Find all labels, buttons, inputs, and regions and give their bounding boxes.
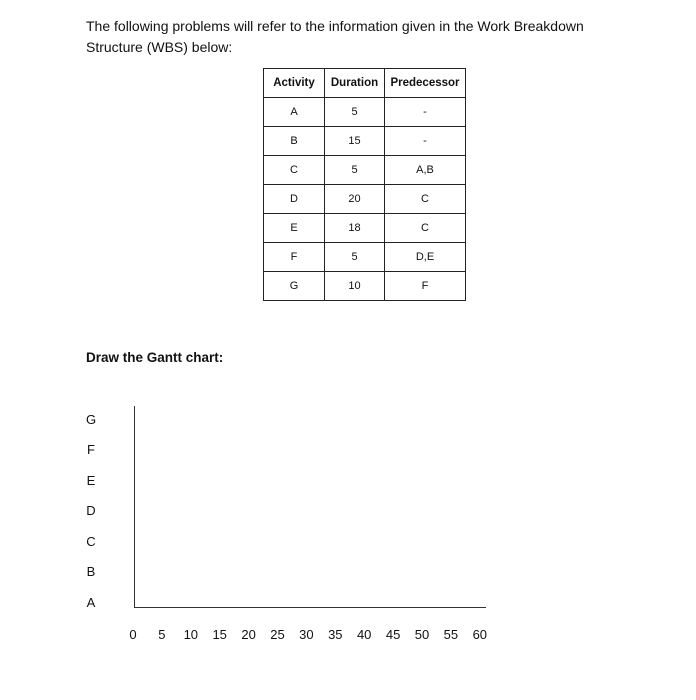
cell-predecessor: - — [385, 127, 466, 156]
gantt-tick-label: 60 — [472, 627, 488, 642]
table-row — [264, 185, 466, 214]
cell-activity: B — [264, 127, 325, 156]
gantt-title: Draw the Gantt chart: — [86, 350, 224, 365]
cell-predecessor: C — [385, 214, 466, 243]
cell-duration: 18 — [325, 214, 385, 243]
cell-activity: G — [264, 272, 325, 301]
gantt-tick-label: 30 — [299, 627, 314, 642]
cell-duration: 15 — [325, 127, 385, 156]
cell-duration: 5 — [325, 156, 385, 185]
cell-predecessor: - — [385, 98, 466, 127]
gantt-row-label: C — [86, 534, 96, 549]
gantt-tick-label: 20 — [241, 627, 256, 642]
table-row — [264, 98, 466, 127]
wbs-header-row — [264, 69, 466, 98]
gantt-row-label: A — [86, 595, 96, 610]
cell-duration: 10 — [325, 272, 385, 301]
header-activity: Activity — [264, 69, 325, 98]
cell-activity: A — [264, 98, 325, 127]
gantt-tick-label: 45 — [385, 627, 401, 642]
cell-activity: F — [264, 243, 325, 272]
header-duration: Duration — [325, 69, 385, 98]
gantt-tick-label: 0 — [129, 627, 137, 642]
gantt-tick-label: 50 — [414, 627, 430, 642]
table-row — [264, 214, 466, 243]
table-row — [264, 156, 466, 185]
header-predecessor: Predecessor — [385, 69, 466, 98]
cell-duration: 20 — [325, 185, 385, 214]
gantt-tick-label: 40 — [356, 627, 372, 642]
cell-activity: D — [264, 185, 325, 214]
cell-predecessor: A,B — [385, 156, 466, 185]
gantt-x-axis — [134, 607, 486, 608]
table-row — [264, 243, 466, 272]
table-row — [264, 127, 466, 156]
gantt-tick-label: 5 — [158, 627, 166, 642]
cell-duration: 5 — [325, 243, 385, 272]
cell-predecessor: F — [385, 272, 466, 301]
gantt-row-label: E — [86, 473, 96, 488]
cell-activity: C — [264, 156, 325, 185]
gantt-tick-label: 35 — [328, 627, 343, 642]
gantt-row-label: B — [86, 564, 96, 579]
intro-text: The following problems will refer to the information given in the Work Breakdown Structure (WBS) below: — [86, 18, 584, 55]
gantt-row-label: D — [86, 503, 96, 518]
gantt-tick-label: 25 — [270, 627, 285, 642]
cell-activity: E — [264, 214, 325, 243]
gantt-row-label: G — [85, 412, 97, 427]
table-row — [264, 272, 466, 301]
cell-predecessor: D,E — [385, 243, 466, 272]
gantt-tick-label: 10 — [183, 627, 199, 642]
cell-predecessor: C — [385, 185, 466, 214]
gantt-tick-label: 15 — [212, 627, 227, 642]
gantt-tick-label: 55 — [443, 627, 459, 642]
cell-duration: 5 — [325, 98, 385, 127]
wbs-table — [263, 68, 466, 301]
gantt-row-label: F — [87, 442, 95, 457]
gantt-y-axis — [134, 406, 135, 608]
